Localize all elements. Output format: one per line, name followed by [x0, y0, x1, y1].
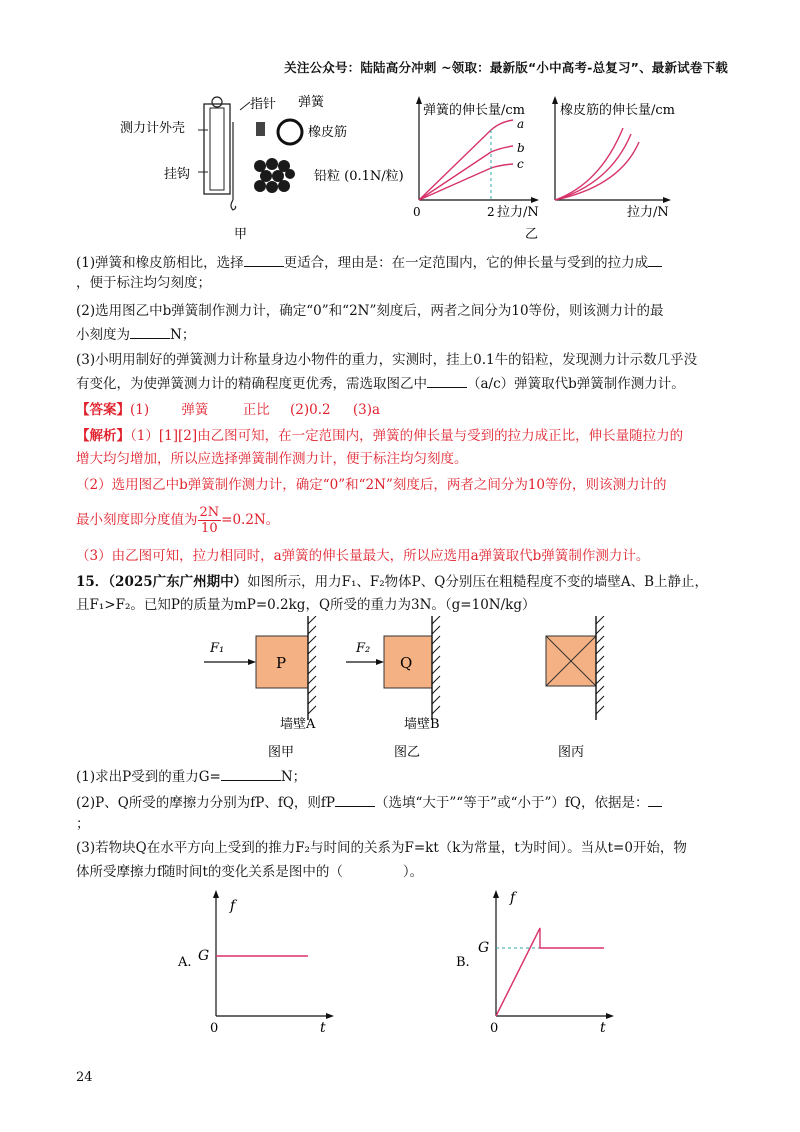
option-b-chart: [450, 886, 630, 1036]
q14-line1: (1)弹簧和橡皮筋相比，选择 更适合，理由是：在一定范围内，它的伸长量与受到的拉力成: [76, 252, 662, 273]
q14-line5: (3)小明用制好的弹簧测力计称量身边小物件的重力，实测时，挂上0.1牛的铅粒，发现测力计示数几乎没: [76, 352, 698, 368]
blank-5[interactable]: [221, 766, 281, 781]
q15-sub1: (1)求出P受到的重力G= N；: [76, 766, 306, 787]
answer-line: 【答案】(1) 弹簧 正比 (2)0.2 (3)a: [76, 402, 381, 418]
blank-6[interactable]: [335, 792, 375, 807]
label-f2: F₂: [356, 641, 371, 656]
option-a-ylabel: f: [230, 898, 236, 914]
q15-sub2-end: ；: [76, 816, 90, 832]
blank-1[interactable]: [244, 252, 284, 267]
chart1-xlabel: 拉力/N: [497, 205, 539, 220]
q15-line1: 15．（2025广东广州期中）如图所示，用力F₁、F₂物体P、Q分别压在粗糙程度不变的墙壁A、B上静止，: [76, 574, 709, 590]
blank-2[interactable]: [648, 252, 662, 267]
analysis-line4: 最小刻度即分度值为 $\frac{2N}{10}$ =0.2N。: [76, 505, 280, 536]
caption-q15-1: 图甲: [268, 745, 295, 760]
label-wall-b: 墙壁B: [404, 717, 440, 732]
option-a-label: A.: [178, 955, 192, 970]
chart1-origin: 0: [413, 205, 421, 219]
chart1-label-b: b: [517, 141, 525, 155]
shell-outer: [204, 104, 230, 194]
label-wall-a: 墙壁A: [280, 717, 316, 732]
q14-line4: 小刻度为 N；: [76, 324, 195, 345]
option-b-ylabel: f: [510, 890, 516, 906]
blank-7[interactable]: [648, 792, 662, 807]
label-pellets: 铅粒 (0.1N/粒): [314, 169, 404, 184]
spring-icon: [256, 122, 265, 136]
option-b-line: [496, 928, 604, 1016]
analysis-line5: （3）由乙图可知，拉力相同时，a弹簧的伸长量最大，所以应选用a弹簧取代b弹簧制作测力计。: [76, 548, 650, 564]
q14-line2: ，便于标注均匀刻度；: [76, 275, 211, 291]
chart1-ylabel: 弹簧的伸长量/cm: [423, 103, 525, 118]
option-b-label: B.: [456, 955, 470, 970]
page-header: 关注公众号：陆陆高分冲刺 ~领取：最新版“小中高考-总复习”、最新试卷下载: [284, 60, 728, 75]
option-b-xlabel: t: [600, 1020, 606, 1036]
rubber-band-icon: [278, 120, 302, 144]
label-spring: 弹簧: [298, 95, 325, 110]
fraction: $\frac{2N}{10}$: [199, 505, 220, 536]
q14-line6: 有变化，为使弹簧测力计的精确程度更优秀，需选取图乙中 （a/c）弹簧取代b弹簧制作测力计。: [76, 373, 685, 394]
chart2-ylabel: 橡皮筋的伸长量/cm: [560, 103, 675, 118]
label-pointer: 指针: [250, 97, 277, 112]
q14-line3: (2)选用图乙中b弹簧制作测力计，确定“0”和“2N”刻度后，两者之间分为10等份，则该测力计的最: [76, 303, 664, 319]
chart2-xlabel: 拉力/N: [627, 205, 669, 220]
figure-q15: [200, 616, 620, 761]
pellets-icon: [254, 158, 295, 193]
caption-q15-2: 图乙: [394, 745, 421, 760]
analysis-line3: （2）选用图乙中b弹簧制作测力计，确定“0”和“2N”刻度后，两者之间分为10等份，则该测力计的: [76, 477, 667, 493]
option-b-origin: 0: [490, 1021, 499, 1036]
shell-inner: [210, 108, 224, 190]
chart1-label-c: c: [517, 157, 524, 171]
q15-line2: 且F₁>F₂。已知P的质量为mP=0.2kg，Q所受的重力为3N。（g=10N/kg）: [76, 597, 536, 613]
figure-jia: [100, 92, 440, 242]
hook-shape: [231, 200, 236, 210]
label-hook: 挂钩: [164, 167, 191, 182]
q15-sub3-b: 体所受摩擦力f随时间t的变化关系是图中的（ ）。: [76, 864, 424, 880]
chart1-series-a: [419, 120, 513, 200]
page-number: 24: [76, 1070, 93, 1085]
option-a-chart: [170, 886, 350, 1036]
analysis-line1: 【解析】（1）[1][2]由乙图可知，在一定范围内，弹簧的伸长量与受到的拉力成正比，伸长量随拉力的: [76, 428, 684, 444]
option-a-origin: 0: [210, 1021, 219, 1036]
caption-jia: 甲: [234, 227, 248, 242]
option-a-xlabel: t: [320, 1020, 326, 1036]
q15-sub2: (2)P、Q所受的摩擦力分别为fP、fQ，则fP （选填“大于”“等于”或“小于”）fQ，依据是：: [76, 792, 662, 813]
caption-yi: 乙: [525, 227, 539, 242]
shell-top-ring: [212, 97, 222, 107]
caption-q15-3: 图丙: [558, 745, 585, 760]
analysis-line2: 增大均匀增加，所以应选择弹簧制作测力计，便于标注均匀刻度。: [76, 451, 468, 467]
q15-sub3-a: (3)若物块Q在水平方向上受到的推力F₂与时间的关系为F=kt（k为常量，t为时间）。当从t=0开始，物: [76, 840, 687, 856]
blank-4[interactable]: [427, 373, 467, 388]
label-shell: 测力计外壳: [120, 121, 186, 136]
label-rubber: 橡皮筋: [308, 125, 348, 140]
figure-yi: [405, 92, 705, 242]
option-a-ytick: G: [198, 948, 210, 964]
label-p: P: [276, 654, 287, 672]
blank-3[interactable]: [130, 324, 170, 339]
chart1-label-a: a: [517, 117, 525, 131]
option-b-ytick: G: [478, 940, 490, 956]
label-q: Q: [400, 654, 413, 672]
label-f1: F₁: [210, 641, 225, 656]
chart2-series-2: [555, 134, 631, 200]
chart1-tick-2: 2: [487, 205, 495, 219]
